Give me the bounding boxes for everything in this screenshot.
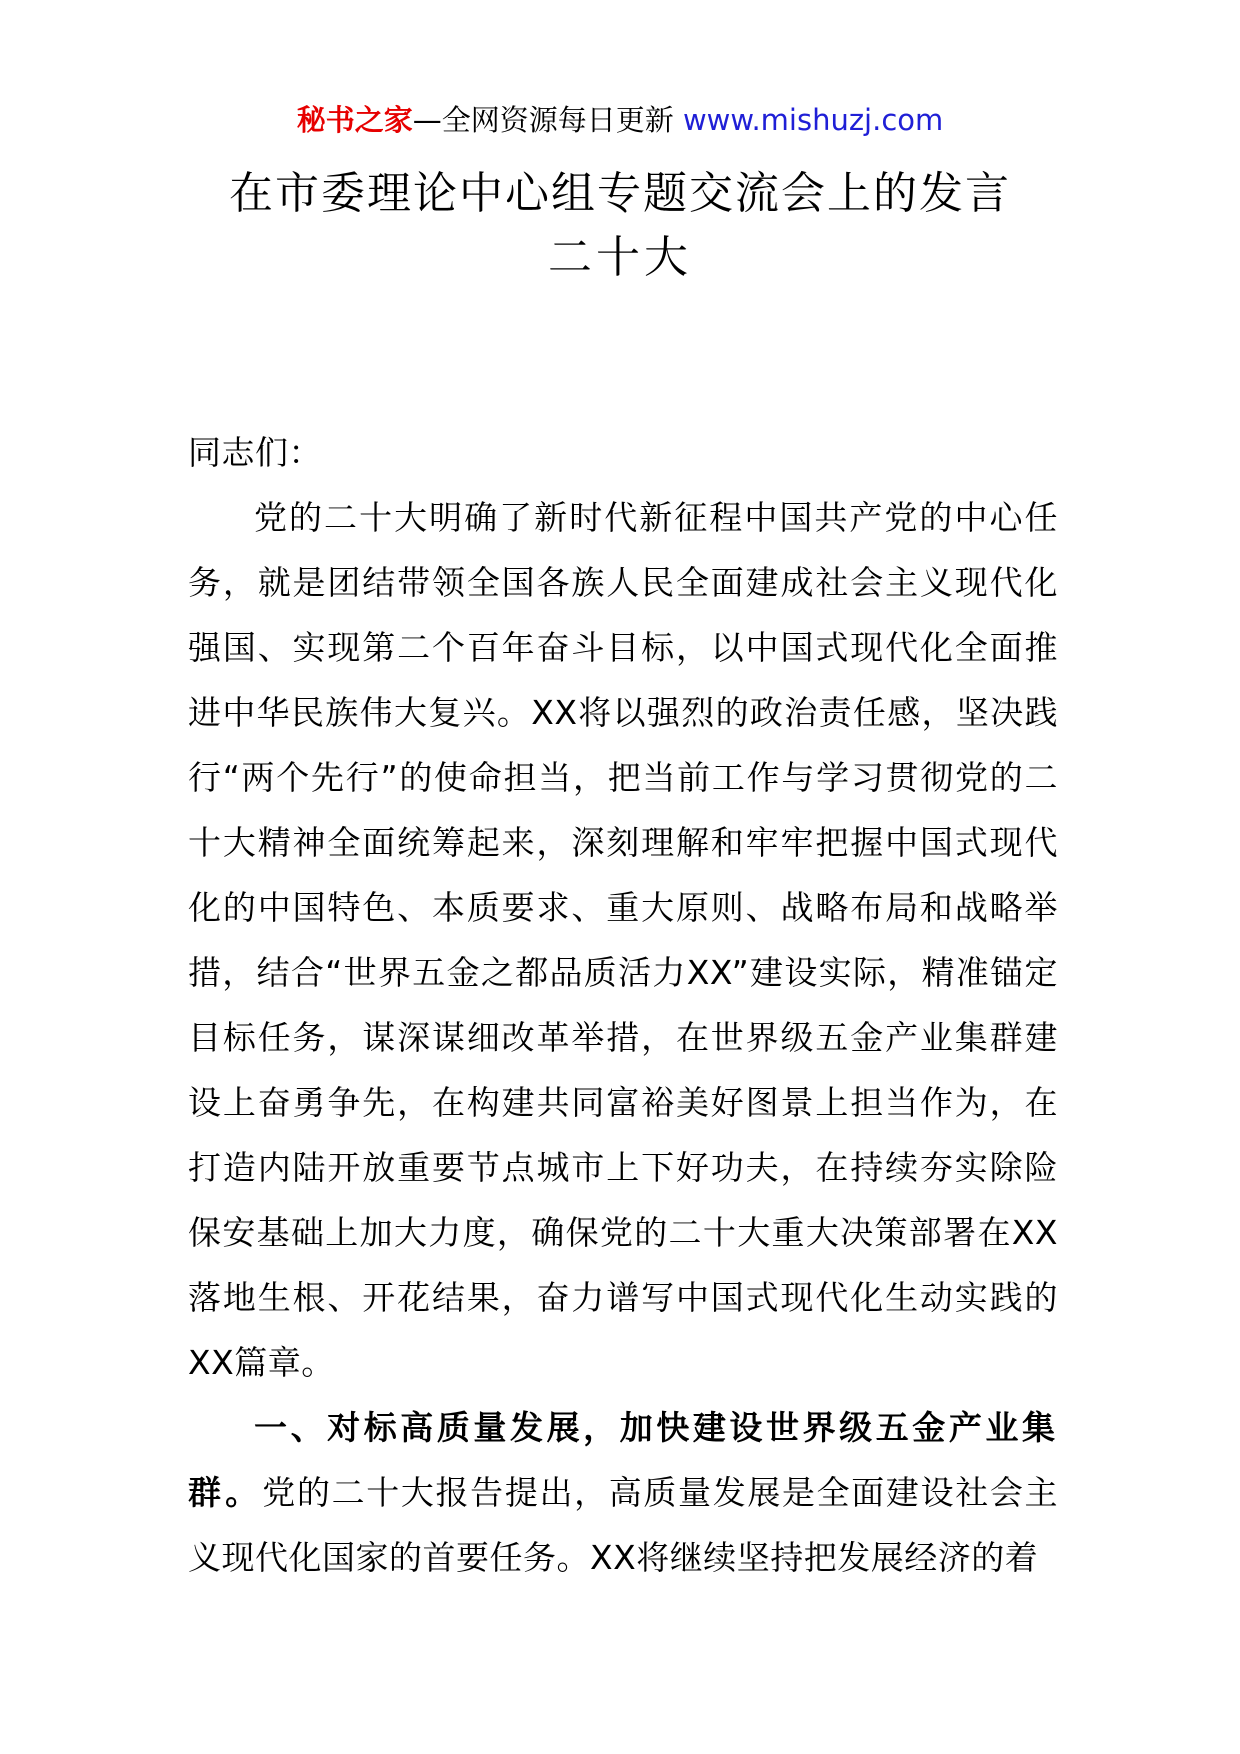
document-body bbox=[188, 420, 1058, 1590]
salutation: 同志们： bbox=[188, 433, 322, 472]
site-tagline: —全网资源每日更新 bbox=[412, 103, 674, 137]
section-1-text: 党的二十大报告提出，高质量发展是全面建设社会主义现代化国家的首要任务。XX将继续坚持把发展经济的着 bbox=[188, 1473, 1059, 1577]
document-title-line-2: 二十大 bbox=[548, 232, 692, 283]
site-header bbox=[0, 100, 1240, 140]
paragraph-section-1 bbox=[188, 1395, 1058, 1590]
document-title-line-1: 在市委理论中心组专题交流会上的发言 bbox=[229, 168, 1011, 219]
site-url-link[interactable]: www.mishuzj.com bbox=[682, 103, 944, 137]
paragraph-intro: 党的二十大明确了新时代新征程中国共产党的中心任务，就是团结带领全国各族人民全面建成社会主义现代化强国、实现第二个百年奋斗目标，以中国式现代化全面推进中华民族伟大复兴。XX将以强烈的政治责任感，坚决践行“两个先行”的使命担当，把当前工作与学习贯彻党的二十大精神全面统筹起来，深刻理解和牢牢把握中国式现代化的中国特色、本质要求、重大原则、战略布局和战略举措，结合“世界五金之都品质活力XX”建设实际，精准锚定目标任务，谋深谋细改革举措，在世界级五金产业集群建设上奋勇争先，在构建共同富裕美好图景上担当作为，在打造内陆开放重要节点城市上下好功夫，在持续夯实除险保安基础上加大力度，确保党的二十大重大决策部署在XX落地生根、开花结果，奋力谱写中国式现代化生动实践的XX篇章。 bbox=[188, 498, 1058, 1382]
site-brand: 秘书之家 bbox=[296, 103, 413, 137]
section-1-heading: 一、对标高质量发展，加快建设世界级五金产业集群。 bbox=[188, 1408, 1058, 1512]
